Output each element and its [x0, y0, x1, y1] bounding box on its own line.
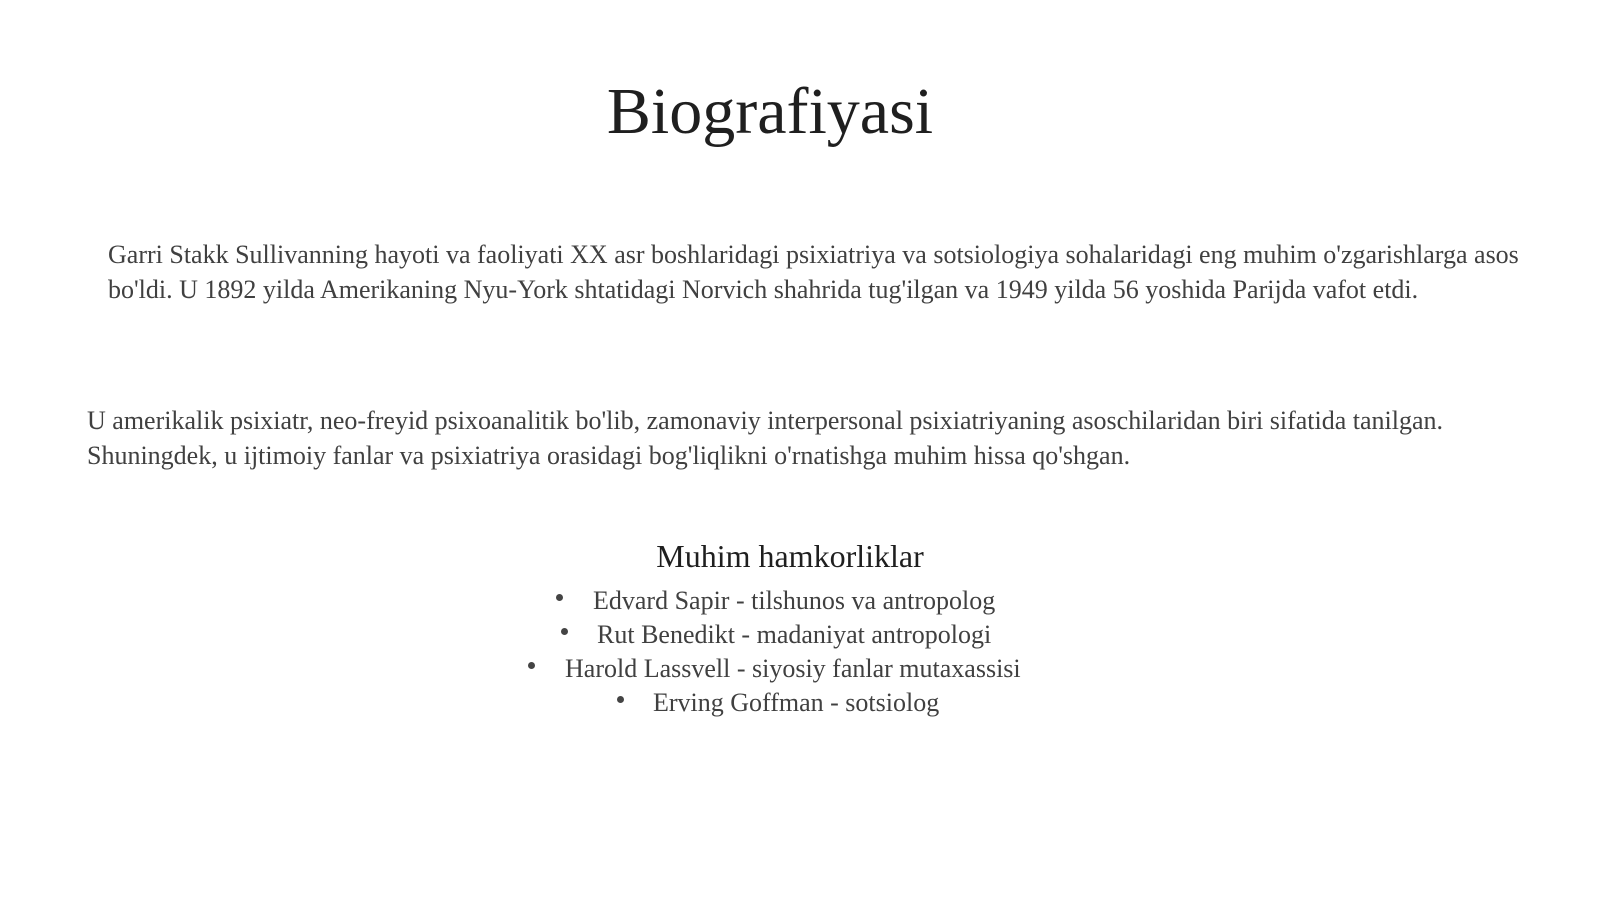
bullet-icon	[617, 696, 624, 703]
collaboration-text: Harold Lassvell - siyosiy fanlar mutaxassisi	[565, 654, 1021, 683]
collaboration-text: Rut Benedikt - madaniyat antropologi	[597, 620, 992, 649]
bullet-icon	[528, 662, 535, 669]
slide-title: Biografiyasi	[606, 75, 934, 148]
collaborations-heading: Muhim hamkorliklar	[656, 538, 924, 574]
biography-paragraph: Garri Stakk Sullivanning hayoti va faoliyati XX asr boshlaridagi psixiatriya va sotsiologiya sohalaridagi eng muhim o'zgarishlarga asos bo'ldi. U 1892 yilda Amerikaning Nyu-York shtatidagi Norvich shahrida tug'ilgan va 1949 yilda 56 yoshida Parijda vafot etdi.	[108, 240, 1519, 304]
description-paragraph: U amerikalik psixiatr, neo-freyid psixoanalitik bo'lib, zamonaviy interpersonal psixiatriyaning asoschilaridan biri sifatida tanilgan. Shuningdek, u ijtimoiy fanlar va psixiatriya orasidagi bog'liqlikni o'rnatishga muhim hissa qo'shgan.	[87, 406, 1443, 470]
collaboration-text: Erving Goffman - sotsiolog	[653, 688, 940, 717]
bullet-icon	[556, 594, 563, 601]
bullet-icon	[561, 628, 568, 635]
collaboration-text: Edvard Sapir - tilshunos va antropolog	[593, 586, 996, 615]
list-item	[0, 688, 1600, 732]
